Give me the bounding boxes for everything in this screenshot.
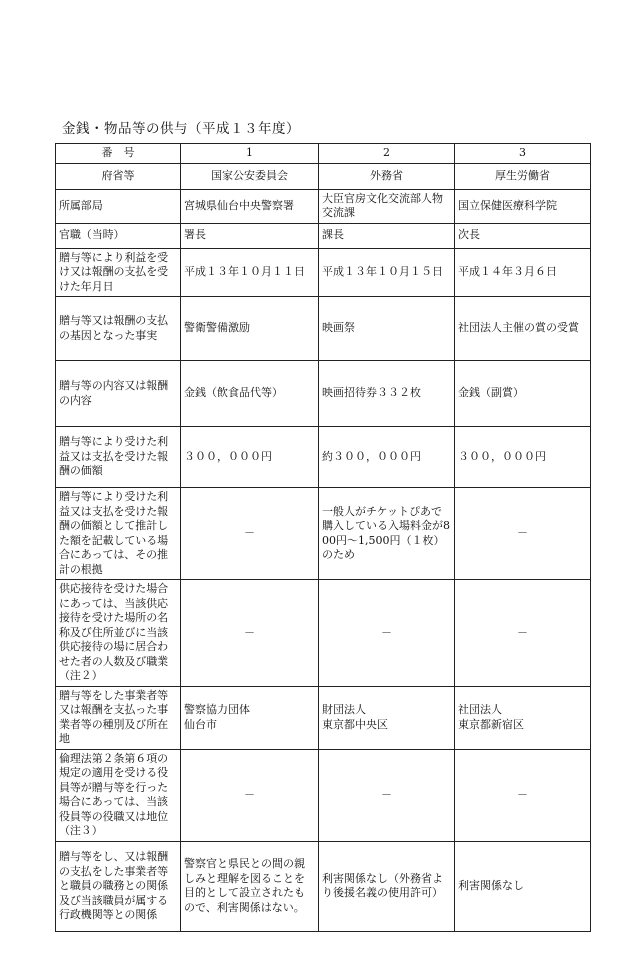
- table-row-position: [56, 223, 591, 248]
- table-row-date: [56, 248, 591, 297]
- cell-entertainment-3: －: [455, 580, 591, 687]
- cell-officer-1: －: [181, 749, 319, 841]
- cell-ministry-3: 厚生労働省: [455, 163, 591, 189]
- table-row-entertainment: [56, 580, 591, 687]
- table-row-ministry: [56, 163, 591, 189]
- row-label-relationship: 贈与等をし、又は報酬の支払をした事業者等と職員の職務との関係及び当該職員が属する行政機関等との関係: [56, 841, 181, 931]
- row-label-position: 官職（当時）: [56, 223, 181, 248]
- cell-estimate-basis-2: 一般人がチケットぴあで購入している入場料金が800円～1,500円（１枚）のため: [319, 488, 455, 580]
- cell-provider-1: 警察協力団体 仙台市: [181, 686, 319, 749]
- disclosure-table: [55, 143, 591, 932]
- cell-entertainment-1: －: [181, 580, 319, 687]
- cell-relationship-1: 警察官と県民との間の親しみと理解を図ることを目的として設立されたもので、利害関係はない。: [181, 841, 319, 931]
- cell-cause-2: 映画祭: [319, 297, 455, 361]
- row-label-provider: 贈与等をした事業者等又は報酬を支払った事業者等の種別及び所在地: [56, 686, 181, 749]
- row-label-estimate-basis: 贈与等により受けた利益又は支払を受けた報酬の価額として推計した額を記載している場合にあっては、その推計の根拠: [56, 488, 181, 580]
- table-row-cause: [56, 297, 591, 361]
- cell-content-2: 映画招待券３３２枚: [319, 361, 455, 427]
- cell-position-2: 課長: [319, 223, 455, 248]
- cell-department-2: 大臣官房文化交流部人物交流課: [319, 189, 455, 223]
- cell-cause-3: 社団法人主催の賞の受賞: [455, 297, 591, 361]
- table-row-estimate-basis: [56, 488, 591, 580]
- page-title: 金銭・物品等の供与（平成１３年度）: [62, 121, 300, 137]
- cell-content-3: 金銭（副賞）: [455, 361, 591, 427]
- cell-officer-2: －: [319, 749, 455, 841]
- column-number-3: 3: [455, 144, 591, 164]
- cell-officer-3: －: [455, 749, 591, 841]
- cell-amount-2: 約３００，０００円: [319, 427, 455, 488]
- cell-date-2: 平成１３年１０月１５日: [319, 248, 455, 297]
- cell-department-1: 宮城県仙台中央警察署: [181, 189, 319, 223]
- table-row-content: [56, 361, 591, 427]
- table-row-relationship: [56, 841, 591, 931]
- table-row-number: [56, 144, 591, 164]
- cell-cause-1: 警衛警備激励: [181, 297, 319, 361]
- cell-amount-1: ３００，０００円: [181, 427, 319, 488]
- cell-date-3: 平成１４年３月６日: [455, 248, 591, 297]
- row-label-amount: 贈与等により受けた利益又は支払を受けた報酬の価額: [56, 427, 181, 488]
- column-number-1: 1: [181, 144, 319, 164]
- cell-ministry-2: 外務省: [319, 163, 455, 189]
- row-label-ministry: 府省等: [56, 163, 181, 189]
- column-number-2: 2: [319, 144, 455, 164]
- cell-position-3: 次長: [455, 223, 591, 248]
- cell-provider-2: 財団法人 東京都中央区: [319, 686, 455, 749]
- cell-amount-3: ３００，０００円: [455, 427, 591, 488]
- table-row-provider: [56, 686, 591, 749]
- cell-position-1: 署長: [181, 223, 319, 248]
- cell-provider-3: 社団法人 東京都新宿区: [455, 686, 591, 749]
- row-label-officer: 倫理法第２条第６項の規定の適用を受ける役員等が贈与等を行った場合にあっては、当該役員等の役職又は地位（注３）: [56, 749, 181, 841]
- cell-department-3: 国立保健医療科学院: [455, 189, 591, 223]
- cell-relationship-2: 利害関係なし（外務省より後援名義の使用許可）: [319, 841, 455, 931]
- table-row-officer: [56, 749, 591, 841]
- row-label-number: 番 号: [56, 144, 181, 164]
- cell-estimate-basis-3: －: [455, 488, 591, 580]
- row-label-content: 贈与等の内容又は報酬の内容: [56, 361, 181, 427]
- cell-date-1: 平成１３年１０月１１日: [181, 248, 319, 297]
- row-label-date: 贈与等により利益を受け又は報酬の支払を受けた年月日: [56, 248, 181, 297]
- row-label-entertainment: 供応接待を受けた場合にあっては、当該供応接待を受けた場所の名称及び住所並びに当該供応接待の場に居合わせた者の人数及び職業（注２）: [56, 580, 181, 687]
- cell-estimate-basis-1: －: [181, 488, 319, 580]
- row-label-cause: 贈与等又は報酬の支払の基因となった事実: [56, 297, 181, 361]
- row-label-department: 所属部局: [56, 189, 181, 223]
- cell-content-1: 金銭（飲食品代等）: [181, 361, 319, 427]
- cell-entertainment-2: －: [319, 580, 455, 687]
- cell-ministry-1: 国家公安委員会: [181, 163, 319, 189]
- cell-relationship-3: 利害関係なし: [455, 841, 591, 931]
- table-row-department: [56, 189, 591, 223]
- table-row-amount: [56, 427, 591, 488]
